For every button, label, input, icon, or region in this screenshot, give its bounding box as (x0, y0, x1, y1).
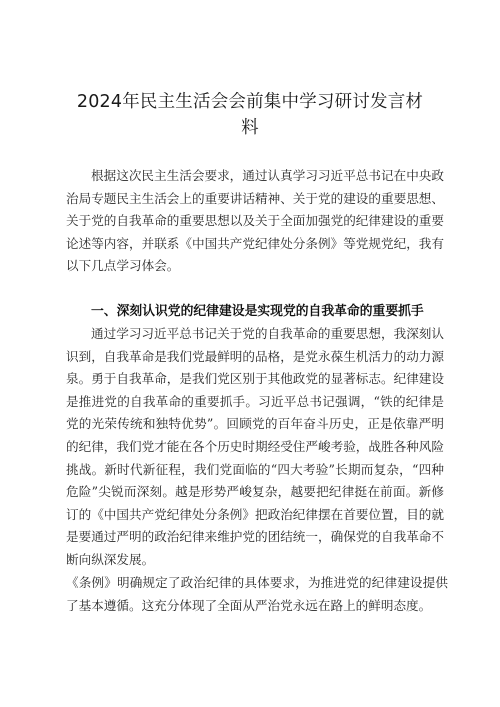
section-heading: 一、深刻认识党的纪律建设是实现党的自我革命的重要抓手 (91, 304, 424, 319)
section-paragraph: 通过学习习近平总书记关于党的自我革命的重要思想，我深刻认识到，自我革命是我们党最鲜明的品格，是党永葆生机活力的动力源泉。勇于自我革命，是我们党区别于其他政党的显著标志。纪律建设是推进党的自我革命的重要抓手。习近平总书记强调，“铁的纪律是党的光荣传统和独特优势”。回顾党的百年奋斗历史，正是依靠严明的纪律，我们党才能在各个历史时期经受住严峻考验，战胜各种风险挑战。新时代新征程，我们党面临的“四大考验”长期而复杂，“四种危险”尖锐而深刻。越是形势严峻复杂，越要把纪律挺在前面。新修订的《中国共产党纪律处分条例》把政治纪律摆在首要位置，目的就是要通过严明的政治纪律来维护党的团结统一，确保党的自我革命不断向纵深发展。 (66, 326, 444, 567)
section-paragraph-continued: 《条例》明确规定了政治纪律的具体要求，为推进党的纪律建设提供了基本遵循。这充分体现了全面从严治党永远在路上的鲜明态度。 (66, 575, 448, 613)
document-title: 2024年民主生活会会前集中学习研讨发言材料 (76, 92, 424, 138)
intro-paragraph: 根据这次民主生活会要求，通过认真学习习近平总书记在中央政治局专题民主生活会上的重要讲话精神、关于党的建设的重要思想、关于党的自我革命的重要思想以及关于全面加强党的纪律建设的重要论述等内容，并联系《中国共产党纪律处分条例》等党规党纪，我有以下几点学习体会。 (66, 168, 444, 274)
